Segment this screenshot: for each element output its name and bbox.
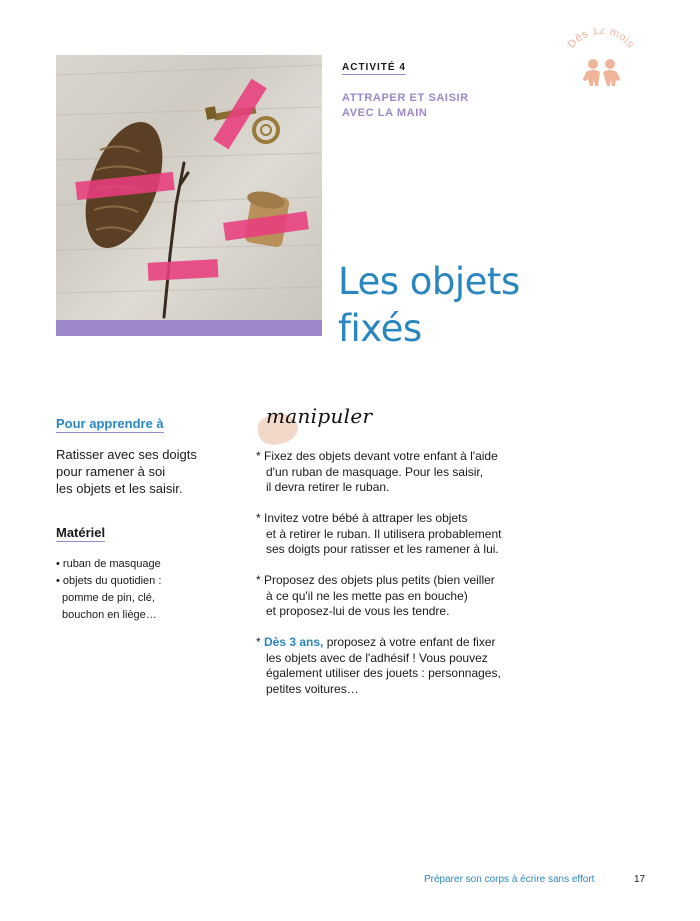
subtitle-line: ATTRAPER ET SAISIR — [342, 92, 469, 104]
materiel-heading: Matériel — [56, 525, 106, 540]
title-line: fixés — [338, 307, 422, 350]
activity-photo — [56, 55, 322, 320]
list-item: • objets du quotidien : pomme de pin, clé, bouchon en liège… — [56, 575, 162, 621]
step-item: * Dès 3 ans, proposez à votre enfant de fixer les objets avec de l'adhésif ! Vous pouvez également utiliser des jouets : personnages, petites voitures… — [256, 635, 501, 696]
age-text: Dès 12 mois — [565, 28, 637, 51]
learn-line: pour ramener à soi — [56, 464, 166, 479]
activity-subtitle — [342, 91, 542, 121]
age-badge — [560, 28, 642, 98]
list-item: • ruban de masquage — [56, 558, 161, 570]
page-title — [338, 258, 598, 352]
step-item: * Invitez votre bébé à attraper les objets et à retirer le ruban. Il utilisera probablement ses doigts pour ratisser et les ramener à lui. — [256, 511, 502, 556]
learn-heading: Pour apprendre à — [56, 416, 164, 431]
footer-book-title: Préparer son corps à écrire sans effort — [424, 874, 595, 885]
activity-label: ACTIVITÉ 4 — [342, 62, 406, 73]
steps-list — [256, 449, 556, 713]
children-icon — [582, 59, 620, 86]
skill-heading — [256, 404, 386, 446]
learn-line: les objets et les saisir. — [56, 481, 183, 496]
subtitle-line: AVEC LA MAIN — [342, 107, 428, 119]
page-number: 17 — [634, 874, 646, 885]
learn-line: Ratisser avec ses doigts — [56, 447, 197, 462]
photo-accent-band — [56, 320, 322, 336]
skill-word: manipuler — [266, 404, 373, 428]
step-item: * Proposez des objets plus petits (bien veiller à ce qu'il ne les mette pas en bouche) et proposez-lui de vous les tendre. — [256, 573, 495, 618]
learn-text — [56, 446, 236, 497]
svg-text:Dès 12 mois — [566, 28, 637, 51]
materiel-list — [56, 556, 246, 624]
title-line: Les objets — [338, 260, 520, 303]
age-highlight: Dès 3 ans, — [264, 635, 324, 649]
step-item: * Fixez des objets devant votre enfant à l'aide d'un ruban de masquage. Pour les saisir, il devra retirer le ruban. — [256, 449, 498, 494]
